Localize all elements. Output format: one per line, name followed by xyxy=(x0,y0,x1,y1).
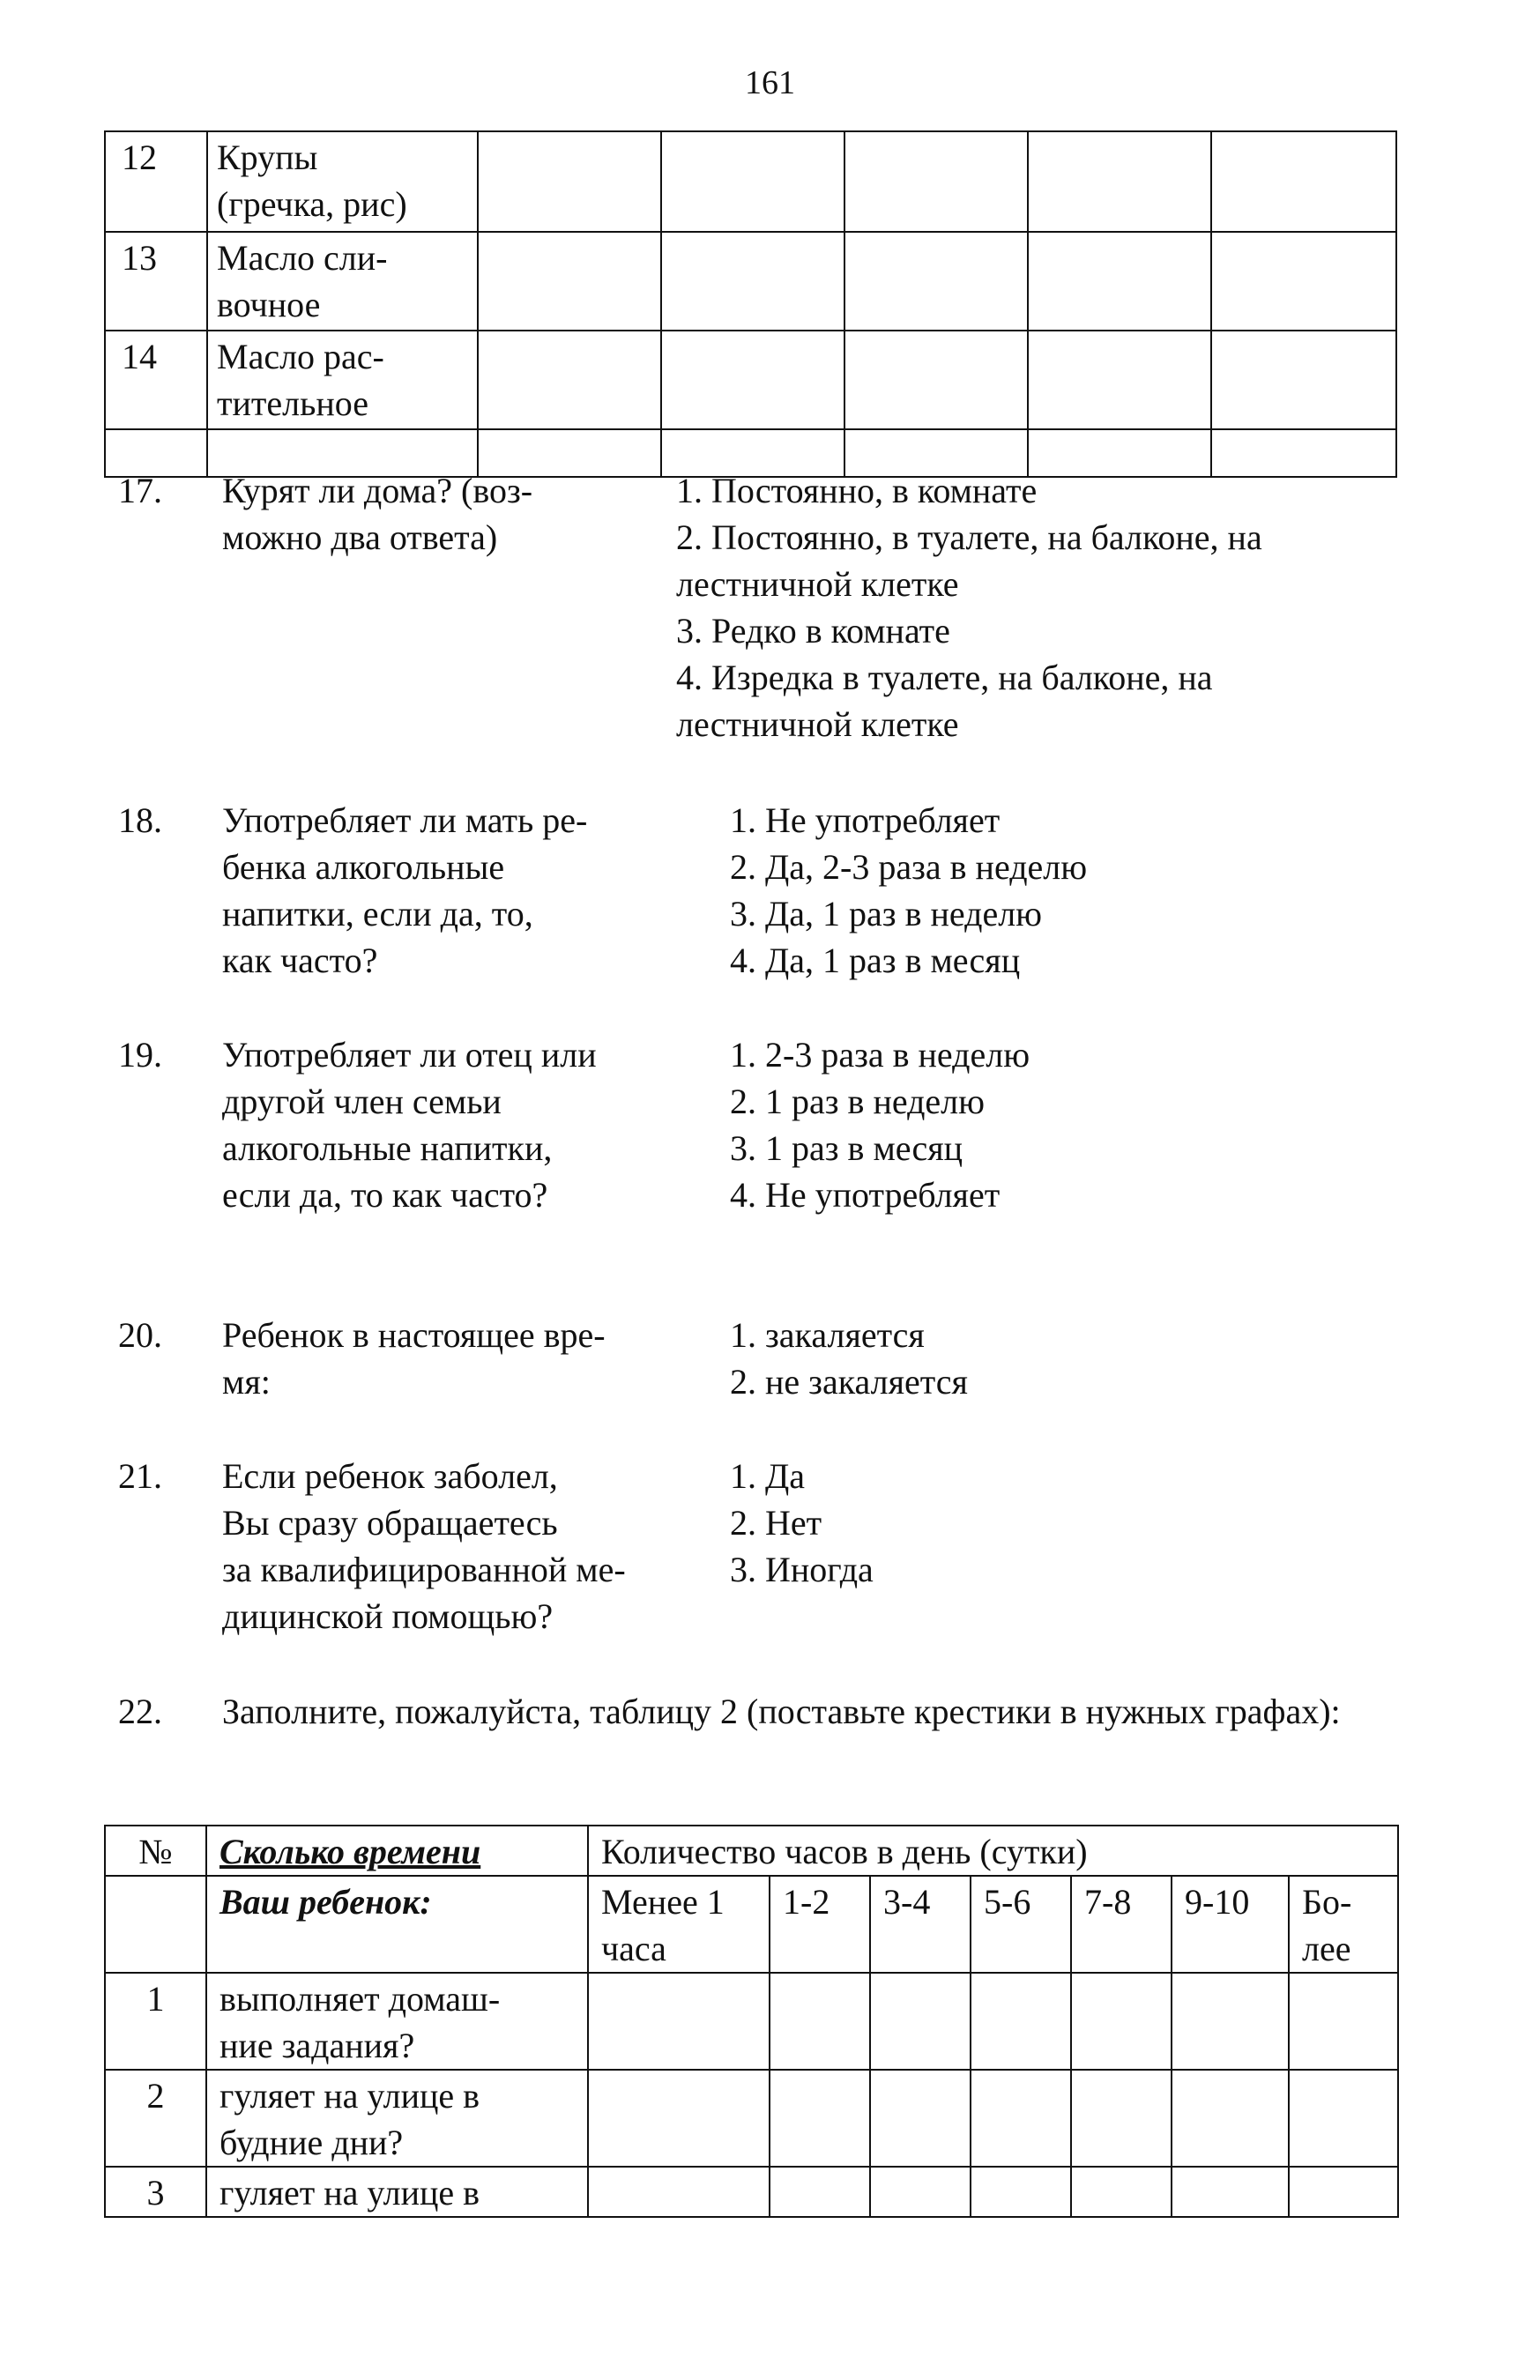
page-number: 161 xyxy=(745,64,795,101)
answer-list xyxy=(730,1453,874,1593)
question-number: 21. xyxy=(118,1456,162,1496)
empty-cell[interactable] xyxy=(1211,331,1396,429)
answer-option[interactable]: 3. 1 раз в месяц xyxy=(730,1128,963,1168)
answer-option[interactable]: 2. Постоянно, в туалете, на балконе, на xyxy=(676,517,1262,557)
empty-cell[interactable] xyxy=(661,232,844,331)
check-cell[interactable] xyxy=(770,2167,870,2217)
table-row xyxy=(105,2167,1398,2217)
answer-option[interactable]: 1. Не употребляет xyxy=(730,800,1001,840)
empty-cell[interactable] xyxy=(1211,232,1396,331)
answer-option[interactable]: 2. не закаляется xyxy=(730,1362,968,1402)
table-row xyxy=(105,331,1396,429)
table-header-row xyxy=(105,1826,1398,1876)
check-cell[interactable] xyxy=(1071,1973,1172,2070)
row-number: 14 xyxy=(105,331,207,429)
activity-text: гуляет на улице в xyxy=(206,2167,588,2217)
answer-option[interactable]: 1. закаляется xyxy=(730,1315,925,1355)
answer-option[interactable]: 2. Нет xyxy=(730,1503,822,1543)
column-header: 3-4 xyxy=(870,1876,971,1973)
check-cell[interactable] xyxy=(1071,2070,1172,2167)
food-name: Крупы (гречка, рис) xyxy=(207,131,478,232)
activity-header: Сколько времени xyxy=(206,1826,588,1876)
answer-list xyxy=(730,1031,1030,1218)
check-cell[interactable] xyxy=(770,2070,870,2167)
question-number: 20. xyxy=(118,1315,162,1355)
answer-option[interactable]: 4. Не употребляет xyxy=(730,1175,1001,1215)
answer-option[interactable]: 3. Иногда xyxy=(730,1550,874,1589)
answer-option[interactable]: 3. Да, 1 раз в неделю xyxy=(730,894,1043,933)
answer-option[interactable]: 1. Постоянно, в комнате xyxy=(676,471,1038,510)
question-number: 22. xyxy=(118,1692,162,1731)
question-text: Заполните, пожалуйста, таблицу 2 (поставьте крестики в нужных графах): xyxy=(222,1692,1341,1731)
hours-group-header: Количество часов в день (сутки) xyxy=(588,1826,1398,1876)
row-number: 13 xyxy=(105,232,207,331)
empty-cell[interactable] xyxy=(844,232,1028,331)
answer-list xyxy=(676,467,1262,747)
empty-cell[interactable] xyxy=(844,131,1028,232)
check-cell[interactable] xyxy=(588,1973,770,2070)
question-number: 17. xyxy=(118,471,162,510)
check-cell[interactable] xyxy=(1172,1973,1289,2070)
column-header: Менее 1 часа xyxy=(588,1876,770,1973)
column-header: 7-8 xyxy=(1071,1876,1172,1973)
empty-cell[interactable] xyxy=(478,232,661,331)
activity-subheader: Ваш ребенок: xyxy=(206,1876,588,1973)
number-header: № xyxy=(105,1826,206,1876)
activity-text: выполняет домаш- ние задания? xyxy=(206,1973,588,2070)
empty-cell[interactable] xyxy=(661,131,844,232)
answer-option[interactable]: 3. Редко в комнате xyxy=(676,611,950,651)
answer-option[interactable]: 1. Да xyxy=(730,1456,806,1496)
column-header: 5-6 xyxy=(971,1876,1071,1973)
check-cell[interactable] xyxy=(1071,2167,1172,2217)
table-header-row xyxy=(105,1876,1398,1973)
check-cell[interactable] xyxy=(870,2070,971,2167)
row-number: 12 xyxy=(105,131,207,232)
empty-cell[interactable] xyxy=(1028,131,1211,232)
food-name: Масло рас- тительное xyxy=(207,331,478,429)
check-cell[interactable] xyxy=(1289,1973,1398,2070)
check-cell[interactable] xyxy=(588,2167,770,2217)
empty-cell[interactable] xyxy=(1028,232,1211,331)
column-header: Бо- лее xyxy=(1289,1876,1398,1973)
answer-list xyxy=(730,797,1087,984)
table-row xyxy=(105,232,1396,331)
row-number: 1 xyxy=(105,1973,206,2070)
table-row xyxy=(105,2070,1398,2167)
question-text: Употребляет ли отец или другой член семьи алкогольные напитки, если да, то как часто? xyxy=(222,1035,597,1215)
time-table xyxy=(104,1825,1399,2218)
question-text: Ребенок в настоящее вре- мя: xyxy=(222,1315,606,1402)
check-cell[interactable] xyxy=(1289,2167,1398,2217)
check-cell[interactable] xyxy=(870,2167,971,2217)
empty-cell[interactable] xyxy=(478,131,661,232)
question-text: Употребляет ли мать ре- бенка алкогольные напитки, если да, то, как часто? xyxy=(222,800,588,980)
check-cell[interactable] xyxy=(1172,2070,1289,2167)
answer-option[interactable]: 1. 2-3 раза в неделю xyxy=(730,1035,1030,1075)
check-cell[interactable] xyxy=(1289,2070,1398,2167)
column-header: 1-2 xyxy=(770,1876,870,1973)
check-cell[interactable] xyxy=(1172,2167,1289,2217)
check-cell[interactable] xyxy=(870,1973,971,2070)
check-cell[interactable] xyxy=(971,1973,1071,2070)
row-number: 2 xyxy=(105,2070,206,2167)
check-cell[interactable] xyxy=(971,2167,1071,2217)
empty-cell[interactable] xyxy=(661,331,844,429)
question-number: 19. xyxy=(118,1035,162,1075)
check-cell[interactable] xyxy=(971,2070,1071,2167)
answer-option-continued: лестничной клетке xyxy=(676,704,959,744)
food-table xyxy=(104,130,1397,478)
answer-option[interactable]: 2. 1 раз в неделю xyxy=(730,1082,986,1121)
answer-list xyxy=(730,1312,968,1405)
empty-cell[interactable] xyxy=(1028,331,1211,429)
answer-option[interactable]: 2. Да, 2-3 раза в неделю xyxy=(730,847,1088,887)
empty-cell[interactable] xyxy=(478,331,661,429)
answer-option[interactable]: 4. Да, 1 раз в месяц xyxy=(730,941,1021,980)
check-cell[interactable] xyxy=(770,1973,870,2070)
food-name: Масло сли- вочное xyxy=(207,232,478,331)
question-text: Курят ли дома? (воз- можно два ответа) xyxy=(222,471,533,557)
empty-cell[interactable] xyxy=(844,331,1028,429)
answer-option[interactable]: 4. Изредка в туалете, на балконе, на xyxy=(676,658,1213,697)
empty-cell[interactable] xyxy=(1211,131,1396,232)
question-number: 18. xyxy=(118,800,162,840)
check-cell[interactable] xyxy=(588,2070,770,2167)
column-header: 9-10 xyxy=(1172,1876,1289,1973)
question-text: Если ребенок заболел, Вы сразу обращаетесь за квалифицированной ме- дицинской помощью? xyxy=(222,1456,626,1636)
activity-text: гуляет на улице в будние дни? xyxy=(206,2070,588,2167)
row-number: 3 xyxy=(105,2167,206,2217)
answer-option-continued: лестничной клетке xyxy=(676,564,959,604)
empty-cell xyxy=(105,1876,206,1973)
table-row xyxy=(105,131,1396,232)
table-row xyxy=(105,1973,1398,2070)
